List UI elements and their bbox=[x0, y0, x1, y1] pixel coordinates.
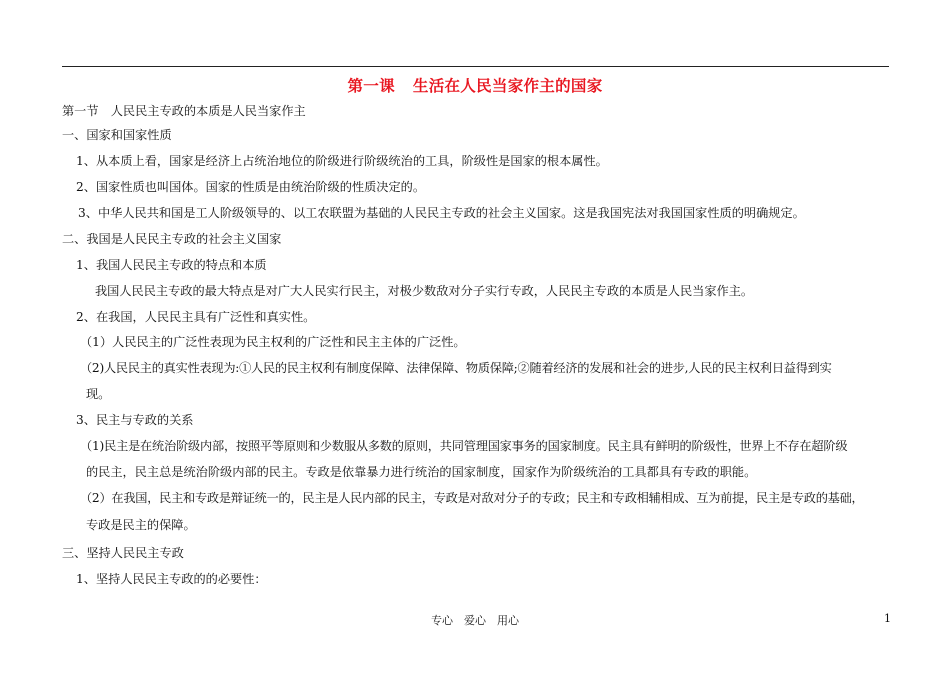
heading-3: 三、坚持人民民主专政 bbox=[62, 546, 184, 560]
paragraph-continuation: 专政是民主的保障。 bbox=[86, 518, 196, 532]
paragraph: 我国人民民主专政的最大特点是对广大人民实行民主，对极少数敌对分子实行专政，人民民主专政的本质是人民当家作主。 bbox=[95, 284, 754, 298]
subheading: 3、民主与专政的关系 bbox=[76, 413, 194, 427]
paragraph: （2)人民民主的真实性表现为:①人民的民主权利有制度保障、法律保障、物质保障;②随着经济的发展和社会的进步,人民的民主权利日益得到实 bbox=[80, 361, 832, 375]
footer-motto: 专心 爱心 用心 bbox=[431, 614, 519, 627]
paragraph: 2、国家性质也叫国体。国家的性质是由统治阶级的性质决定的。 bbox=[76, 180, 426, 194]
lesson-number: 第一课 bbox=[347, 77, 395, 95]
heading-2: 二、我国是人民民主专政的社会主义国家 bbox=[62, 232, 282, 246]
paragraph: （1）人民民主的广泛性表现为民主权利的广泛性和民主主体的广泛性。 bbox=[80, 335, 466, 349]
subheading: 1、我国人民民主专政的特点和本质 bbox=[76, 258, 267, 272]
heading-1: 一、国家和国家性质 bbox=[62, 128, 172, 142]
paragraph: （1)民主是在统治阶级内部，按照平等原则和少数服从多数的原则，共同管理国家事务的国家制度。民主具有鲜明的阶级性，世界上不存在超阶级 bbox=[80, 439, 848, 453]
lesson-title bbox=[0, 74, 950, 96]
paragraph-continuation: 的民主，民主总是统治阶级内部的民主。专政是依靠暴力进行统治的国家制度，国家作为阶级统治的工具都具有专政的职能。 bbox=[86, 465, 757, 479]
page-number: 1 bbox=[884, 612, 891, 625]
paragraph: （2）在我国，民主和专政是辩证统一的，民主是人民内部的民主，专政是对敌对分子的专政；民主和专政相辅相成、互为前提，民主是专政的基础， bbox=[80, 491, 864, 505]
paragraph-continuation: 现。 bbox=[86, 387, 111, 401]
section-heading: 第一节 人民民主专政的本质是人民当家作主 bbox=[62, 104, 306, 118]
subheading: 2、在我国，人民民主具有广泛性和真实性。 bbox=[76, 310, 316, 324]
paragraph: 3、中华人民共和国是工人阶级领导的、以工农联盟为基础的人民民主专政的社会主义国家。这是我国宪法对我国国家性质的明确规定。 bbox=[78, 206, 805, 220]
paragraph: 1、从本质上看，国家是经济上占统治地位的阶级进行阶级统治的工具，阶级性是国家的根本属性。 bbox=[76, 154, 608, 168]
header-rule bbox=[62, 66, 889, 67]
subheading: 1、坚持人民民主专政的的必要性： bbox=[76, 572, 267, 586]
lesson-name: 生活在人民当家作主的国家 bbox=[412, 77, 603, 95]
